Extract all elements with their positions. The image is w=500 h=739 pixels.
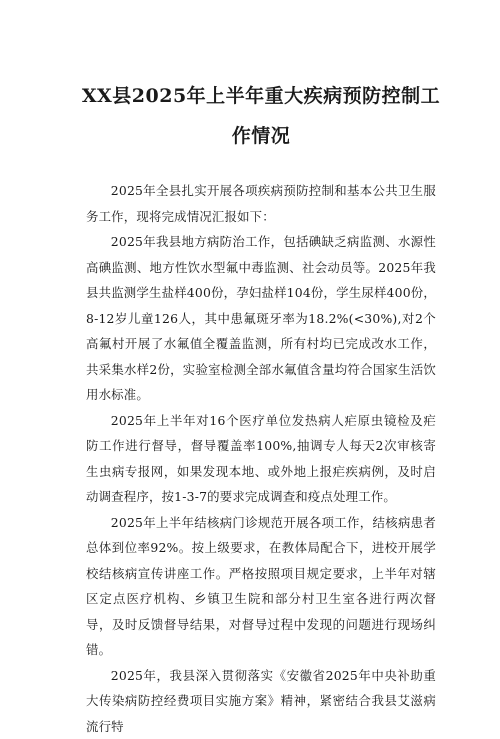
document-body: [86, 178, 436, 739]
document-title: [78, 80, 444, 152]
paragraph-malaria: 2025年上半年对16个医疗单位发热病人疟原虫镜检及疟防工作进行督导，督导覆盖率100%,抽调专人每天2次审核寄生虫病专报网，如果发现本地、或外地上报疟疾病例，及时启动调查程序，按1-3-7的要求完成调查和疫点处理工作。: [86, 408, 436, 510]
paragraph-aids: 2025年，我县深入贯彻落实《安徽省2025年中央补助重大传染病防控经费项目实施方案》精神，紧密结合我县艾滋病流行特: [86, 663, 436, 739]
title-line-2: 作情况: [78, 120, 444, 152]
paragraph-intro: 2025年全县扎实开展各项疾病预防控制和基本公共卫生服务工作，现将完成情况汇报如下：: [86, 178, 436, 229]
paragraph-endemic-disease: 2025年我县地方病防治工作，包括碘缺乏病监测、水源性高碘监测、地方性饮水型氟中毒监测、社会动员等。2025年我县共监测学生盐样400份，孕妇盐样104份，学生尿样400份，8-12岁儿童126人，其中患氟斑牙率为18.2%(<30%),对2个高氟村开展了水氟值全覆盖监测，所有村均已完成改水工作，共采集水样2份，实验室检测全部水氟值含量均符合国家生活饮用水标准。: [86, 229, 436, 408]
title-line-1: XX县2025年上半年重大疾病预防控制工: [78, 80, 444, 112]
paragraph-tuberculosis: 2025年上半年结核病门诊规范开展各项工作，结核病患者总体到位率92%。按上级要求，在教体局配合下，进校开展学校结核病宣传讲座工作。严格按照项目规定要求，上半年对辖区定点医疗机构、乡镇卫生院和部分村卫生室各进行两次督导，及时反馈督导结果，对督导过程中发现的问题进行现场纠错。: [86, 510, 436, 663]
